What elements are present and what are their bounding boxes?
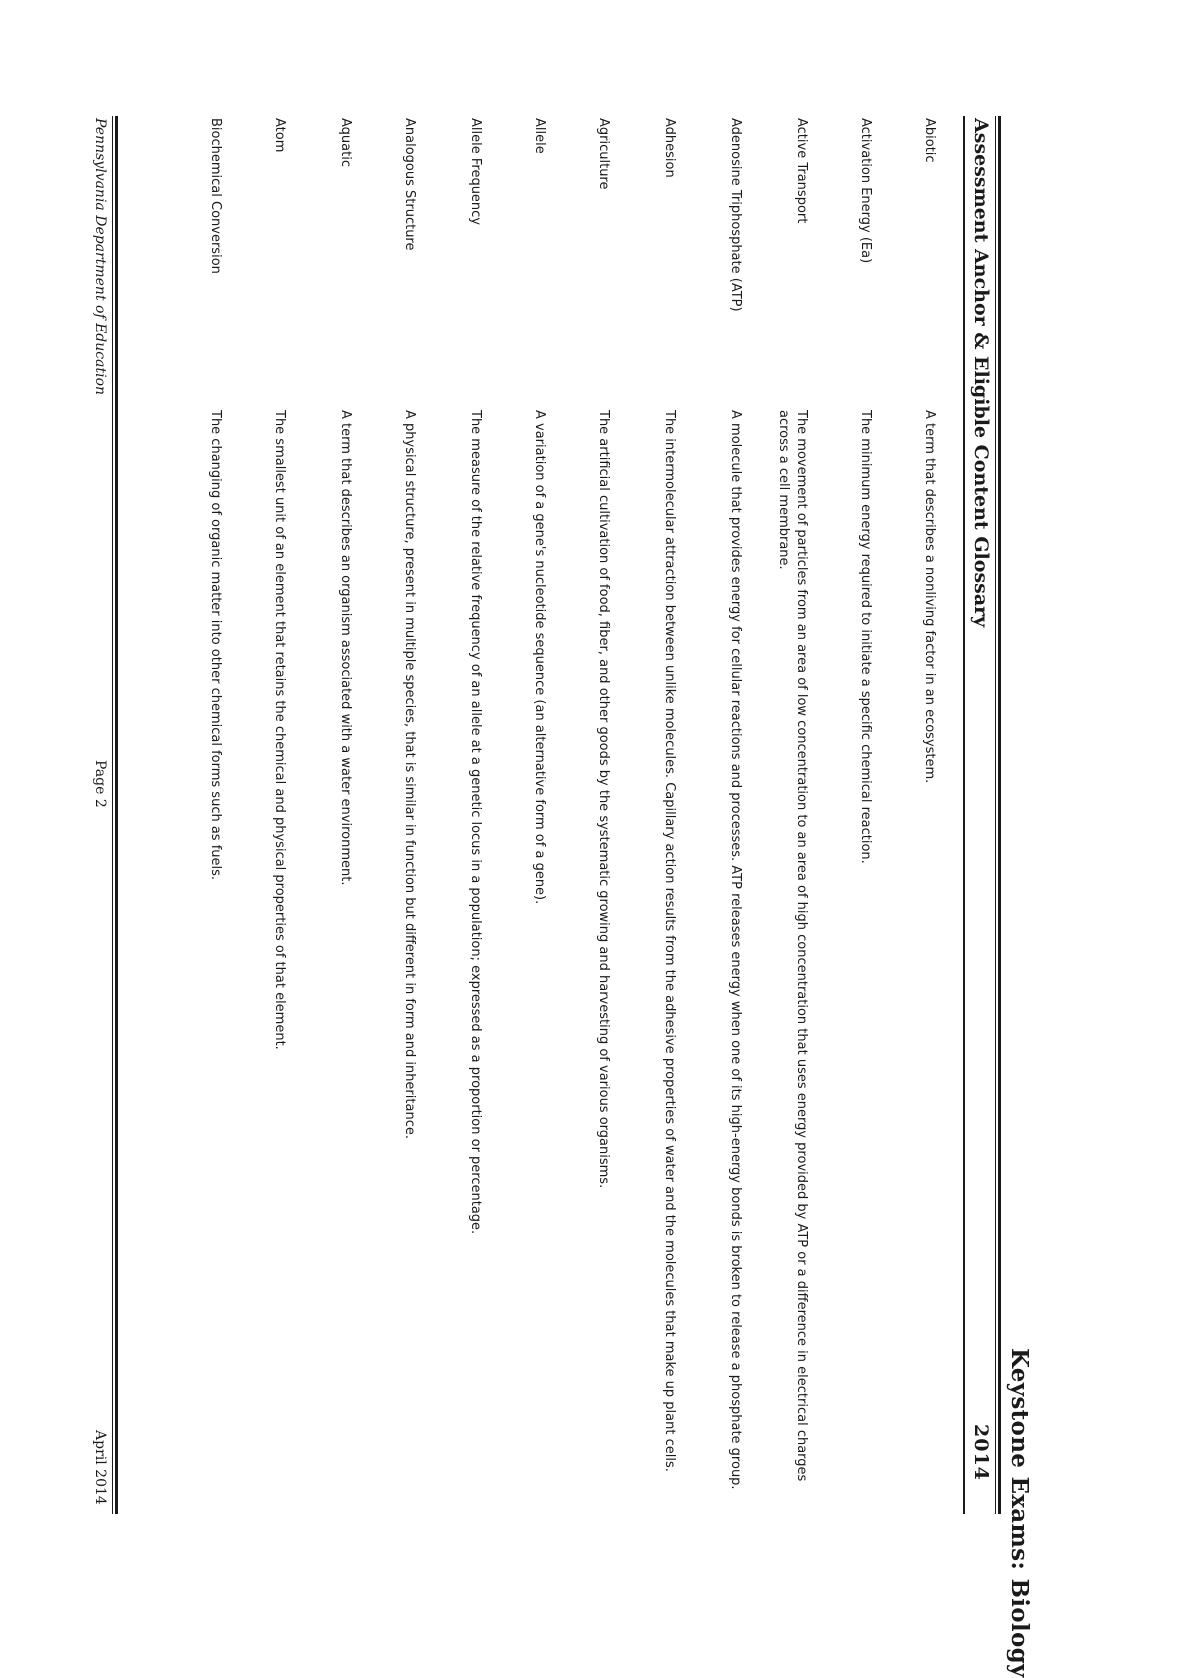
glossary-term: Allele: [532, 118, 547, 154]
document-title: Keystone Exams: Biology: [1006, 1348, 1033, 1678]
glossary-term: Biochemical Conversion: [208, 118, 223, 274]
glossary-definition: A variation of a gene's nucleotide sequence (an alternative form of a gene).: [532, 410, 547, 905]
footer-date: April 2014: [92, 1430, 108, 1505]
glossary-definition: A term that describes a nonliving factor in an ecosystem.: [922, 410, 937, 784]
glossary-term: Adhesion: [662, 118, 677, 178]
header-rule-thick: [998, 116, 1001, 1514]
glossary-definition: The minimum energy required to initiate a specific chemical reaction.: [858, 410, 873, 864]
glossary-term: Agriculture: [596, 118, 611, 190]
glossary-definition: The smallest unit of an element that retains the chemical and physical properties of that element.: [272, 410, 287, 1050]
footer-organization: Pennsylvania Department of Education: [92, 118, 108, 396]
footer-rule-thin: [112, 116, 113, 1514]
glossary-definition: A physical structure, present in multiple species, that is similar in function but different in form and inheritance.: [402, 410, 417, 1139]
glossary-term: Activation Energy (Ea): [858, 118, 873, 264]
glossary-year: 2014: [970, 1424, 992, 1481]
glossary-term: Aquatic: [338, 118, 353, 167]
glossary-term: Active Transport: [794, 118, 809, 224]
subheader-rule: [963, 116, 965, 1514]
glossary-term: Analogous Structure: [402, 118, 417, 251]
glossary-title: Assessment Anchor & Eligible Content Glossary: [970, 118, 992, 628]
glossary-definition: A term that describes an organism associated with a water environment.: [338, 410, 353, 886]
glossary-term: Allele Frequency: [468, 118, 483, 226]
glossary-term: Adenosine Triphosphate (ATP): [728, 118, 743, 312]
glossary-definition: The movement of particles from an area of low concentration to an area of high concentration that uses energy provided by ATP or a difference in electrical charges across a cell membrane.: [776, 410, 809, 1482]
footer-rule-thick: [115, 116, 118, 1514]
glossary-term: Atom: [272, 118, 287, 153]
glossary-definition: The artificial cultivation of food, fiber, and other goods by the systematic growing and harvesting of various organisms.: [596, 410, 611, 1189]
glossary-definition: The intermolecular attraction between unlike molecules. Capillary action results from the adhesive properties of water and the molecules that make up plant cells.: [662, 410, 677, 1472]
glossary-term: Abiotic: [922, 118, 937, 163]
glossary-definition: The measure of the relative frequency of an allele at a genetic locus in a population; expressed as a proportion or percentage.: [468, 410, 483, 1235]
glossary-definition: A molecule that provides energy for cellular reactions and processes. ATP releases energy when one of its high-energy bonds is broken to release a phosphate group.: [728, 410, 743, 1490]
header-rule-thin: [995, 116, 996, 1514]
glossary-definition: The changing of organic matter into other chemical forms such as fuels.: [208, 410, 223, 881]
footer-page-number: Page 2: [92, 760, 108, 808]
